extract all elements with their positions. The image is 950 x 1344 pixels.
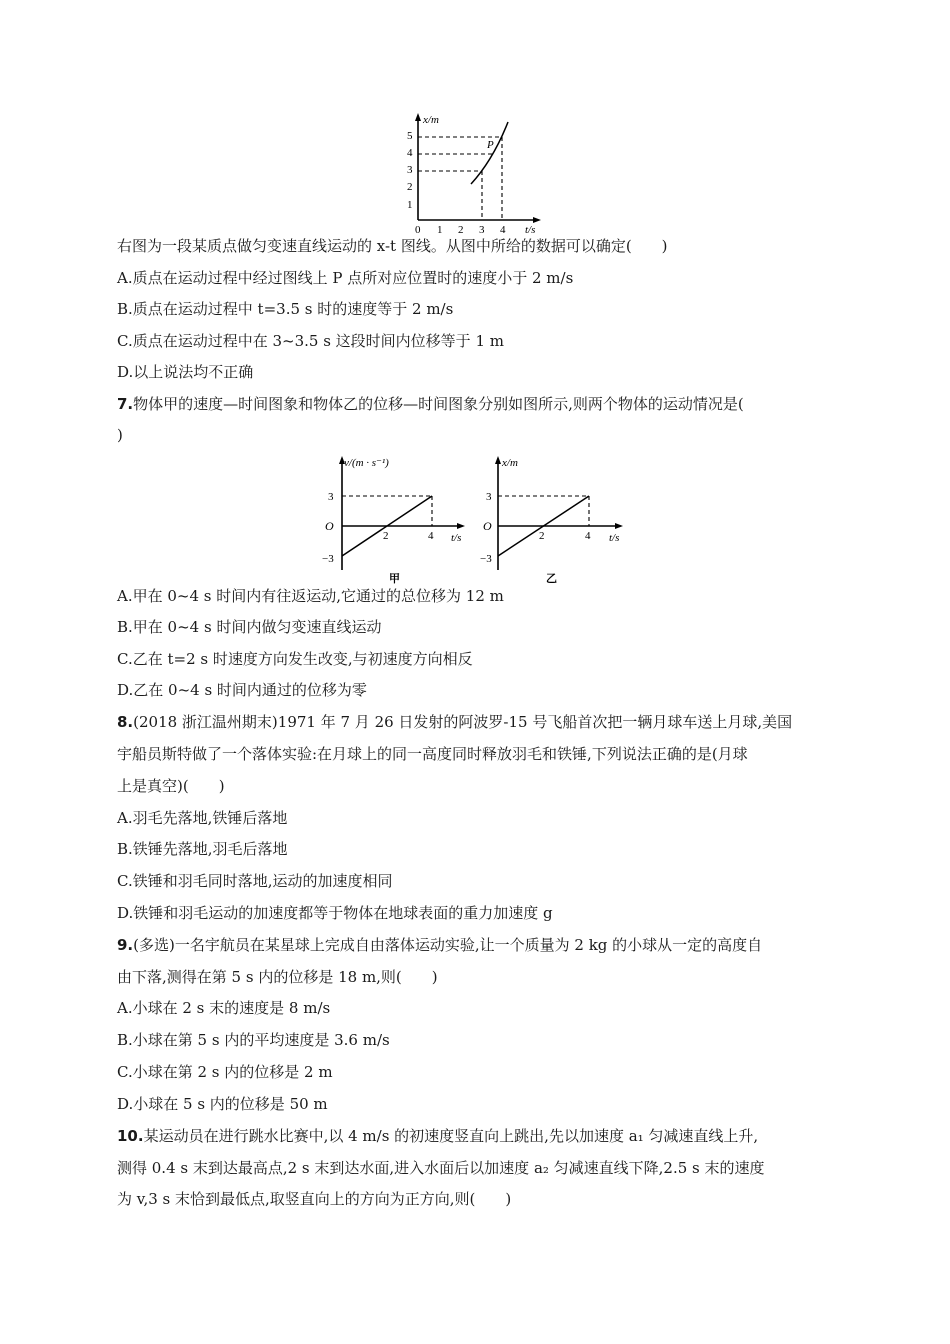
q10-stem-line1: 10.某运动员在进行跳水比赛中,以 4 m/s 的初速度竖直向上跳出,先以加速度 a₁ 匀减速直线上升, xyxy=(117,1127,759,1145)
y-tick-top: 3 xyxy=(328,491,334,503)
q8-option-d: D.铁锤和羽毛运动的加速度都等于物体在地球表面的重力加速度 g xyxy=(117,904,553,922)
y-tick-top: 3 xyxy=(486,491,492,503)
q8-option-a: A.羽毛先落地,铁锤后落地 xyxy=(117,809,288,827)
x-tick: 4 xyxy=(500,224,506,236)
y-tick-bottom: −3 xyxy=(322,553,334,565)
q8-stem-line1: 8.(2018 浙江温州期末)1971 年 7 月 26 日发射的阿波罗-15 号飞船首次把一辆月球车送上月球,美国 xyxy=(117,713,793,731)
q6-option-b: B.质点在运动过程中 t=3.5 s 时的速度等于 2 m/s xyxy=(117,300,454,318)
q6-option-c: C.质点在运动过程中在 3~3.5 s 这段时间内位移等于 1 m xyxy=(117,332,504,350)
y-axis-label: x/m xyxy=(423,114,439,126)
q10-stem-line2: 测得 0.4 s 末到达最高点,2 s 末到达水面,进入水面后以加速度 a₂ 匀减速直线下降,2.5 s 末的速度 xyxy=(117,1159,765,1177)
q6-stem: 右图为一段某质点做匀变速直线运动的 x-t 图线。从图中所给的数据可以确定( ) xyxy=(117,237,668,255)
q9-stem-line1: 9.(多选)一名宇航员在某星球上完成自由落体运动实验,让一个质量为 2 kg 的小球从一定的高度自 xyxy=(117,936,763,954)
x-tick-end: 4 xyxy=(428,530,434,542)
q9-stem-line2: 由下落,测得在第 5 s 内的位移是 18 m,则( ) xyxy=(117,968,438,986)
x-axis-label: t/s xyxy=(525,224,536,236)
t-axis-label: t/s xyxy=(451,532,462,544)
xt-graph-yi xyxy=(478,450,628,588)
x-tick-mid: 2 xyxy=(383,530,389,542)
x-tick-end: 4 xyxy=(585,530,591,542)
y-tick: 2 xyxy=(407,181,413,193)
origin-label: O xyxy=(483,519,492,533)
x-tick: 1 xyxy=(437,224,443,236)
y-tick: 4 xyxy=(407,147,413,159)
q9-option-b: B.小球在第 5 s 内的平均速度是 3.6 m/s xyxy=(117,1031,390,1049)
x-axis-label: x/m xyxy=(502,457,518,469)
caption-jia: 甲 xyxy=(389,573,400,585)
x-tick: 2 xyxy=(458,224,464,236)
q9-option-a: A.小球在 2 s 末的速度是 8 m/s xyxy=(117,999,331,1017)
q7-option-c: C.乙在 t=2 s 时速度方向发生改变,与初速度方向相反 xyxy=(117,650,473,668)
q8-option-c: C.铁锤和羽毛同时落地,运动的加速度相同 xyxy=(117,872,393,890)
q7-stem-line1: 7.物体甲的速度—时间图象和物体乙的位移—时间图象分别如图所示,则两个物体的运动情况是( xyxy=(117,395,744,413)
q10-stem-line3: 为 v,3 s 末恰到最低点,取竖直向上的方向为正方向,则( ) xyxy=(117,1190,512,1208)
q9-option-d: D.小球在 5 s 内的位移是 50 m xyxy=(117,1095,328,1113)
x-tick: 0 xyxy=(415,224,421,236)
q7-option-a: A.甲在 0~4 s 时间内有往返运动,它通过的总位移为 12 m xyxy=(117,587,504,605)
xt-graph xyxy=(405,112,545,237)
caption-yi: 乙 xyxy=(546,573,557,585)
q6-option-d: D.以上说法均不正确 xyxy=(117,363,254,381)
t-axis-label: t/s xyxy=(609,532,620,544)
q8-stem-line2: 宇船员斯特做了一个落体实验:在月球上的同一高度同时释放羽毛和铁锤,下列说法正确的是(月球 xyxy=(117,745,748,763)
q7-stem-line2: ) xyxy=(117,426,123,444)
x-tick-mid: 2 xyxy=(539,530,545,542)
q8-option-b: B.铁锤先落地,羽毛后落地 xyxy=(117,840,288,858)
origin-label: O xyxy=(325,519,334,533)
y-tick: 3 xyxy=(407,164,413,176)
vt-graph-jia xyxy=(320,450,470,588)
q7-number: 7. xyxy=(117,395,134,413)
y-tick: 1 xyxy=(407,199,413,211)
y-tick-bottom: −3 xyxy=(480,553,492,565)
q10-number: 10. xyxy=(117,1127,144,1145)
q7-option-d: D.乙在 0~4 s 时间内通过的位移为零 xyxy=(117,681,367,699)
q8-number: 8. xyxy=(117,713,134,731)
q7-option-b: B.甲在 0~4 s 时间内做匀变速直线运动 xyxy=(117,618,382,636)
q6-option-a: A.质点在运动过程中经过图线上 P 点所对应位置时的速度小于 2 m/s xyxy=(117,269,574,287)
q9-option-c: C.小球在第 2 s 内的位移是 2 m xyxy=(117,1063,333,1081)
q8-stem-line3: 上是真空)( ) xyxy=(117,777,225,795)
v-axis-label: v/(m · s⁻¹) xyxy=(344,457,389,469)
y-tick: 5 xyxy=(407,130,413,142)
point-p-label: P xyxy=(487,139,494,151)
q9-number: 9. xyxy=(117,936,134,954)
x-tick: 3 xyxy=(479,224,485,236)
